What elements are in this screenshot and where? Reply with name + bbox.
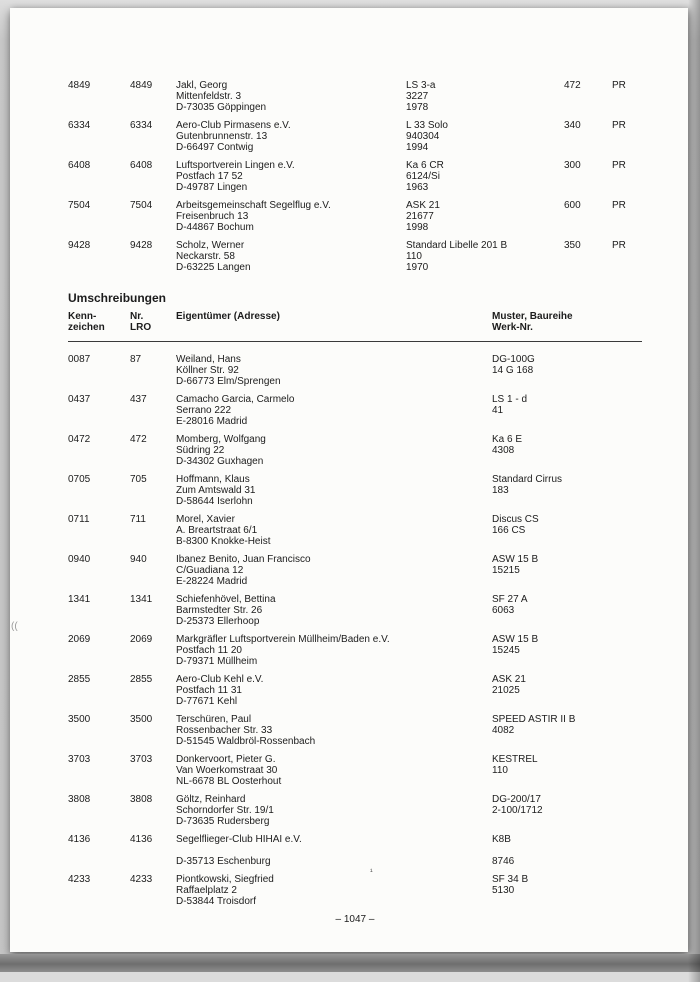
cell-owner: Terschüren, Paul Rossenbacher Str. 33 D-51545 Waldbröl-Rossenbach xyxy=(176,714,316,747)
cell-code: PR xyxy=(612,160,626,171)
scan-artifact: ¹ xyxy=(370,867,373,876)
cell-kenn: 0437 xyxy=(68,394,91,405)
cell-owner: Schiefenhövel, Bettina Barmstedter Str. 26 D-25373 Ellerhoop xyxy=(176,594,276,627)
table-row xyxy=(68,200,642,233)
cell-muster: ASW 15 B 15245 xyxy=(492,634,539,656)
table-row xyxy=(68,394,642,427)
cell-value: 600 xyxy=(564,200,581,211)
header-muster: Muster, Baureihe Werk-Nr. xyxy=(492,311,573,333)
cell-nr: 9428 xyxy=(130,240,153,251)
cell-owner: Segelflieger-Club HIHAI e.V. D-35713 Eschenburg xyxy=(176,834,302,867)
header-nr-lro: Nr. LRO xyxy=(130,311,152,333)
scan-shadow-right xyxy=(688,0,700,982)
table-row xyxy=(68,474,642,507)
cell-muster: Discus CS 166 CS xyxy=(492,514,539,536)
cell-muster: SF 27 A 6063 xyxy=(492,594,528,616)
cell-kenn: 1341 xyxy=(68,594,91,605)
page-number: – 1047 – xyxy=(335,914,375,925)
cell-owner: Aero-Club Pirmasens e.V. Gutenbrunnenstr. 13 D-66497 Contwig xyxy=(176,120,291,153)
cell-nr: 6408 xyxy=(130,160,153,171)
cell-owner: Hoffmann, Klaus Zum Amtswald 31 D-58644 Iserlohn xyxy=(176,474,256,507)
cell-muster: ASK 21 21025 xyxy=(492,674,526,696)
cell-muster: SPEED ASTIR II B 4082 xyxy=(492,714,576,736)
cell-owner: Göltz, Reinhard Schorndorfer Str. 19/1 D-73635 Rudersberg xyxy=(176,794,274,827)
cell-owner: Donkervoort, Pieter G. Van Woerkomstraat 30 NL-6678 BL Oosterhout xyxy=(176,754,282,787)
cell-kenn: 0940 xyxy=(68,554,91,565)
cell-muster: Ka 6 E 4308 xyxy=(492,434,523,456)
cell-owner: Morel, Xavier A. Breartstraat 6/1 B-8300 Knokke-Heist xyxy=(176,514,271,547)
registrations-table-continued xyxy=(68,80,642,273)
cell-nr: 3808 xyxy=(130,794,153,805)
cell-nr: 2855 xyxy=(130,674,153,685)
cell-muster: ASW 15 B 15215 xyxy=(492,554,539,576)
cell-owner: Luftsportverein Lingen e.V. Postfach 17 52 D-49787 Lingen xyxy=(176,160,295,193)
umschreibungen-table xyxy=(68,354,642,907)
cell-kenn: 3808 xyxy=(68,794,91,805)
cell-nr: 711 xyxy=(130,514,146,525)
cell-muster: LS 1 - d 41 xyxy=(492,394,528,416)
cell-nr: 4136 xyxy=(130,834,153,845)
cell-kenn: 4233 xyxy=(68,874,91,885)
cell-kenn: 3703 xyxy=(68,754,91,765)
cell-nr: 2069 xyxy=(130,634,153,645)
cell-muster: KESTREL 110 xyxy=(492,754,538,776)
cell-owner: Camacho Garcia, Carmelo Serrano 222 E-28016 Madrid xyxy=(176,394,295,427)
cell-owner: Piontkowski, Siegfried Raffaelplatz 2 D-53844 Troisdorf xyxy=(176,874,274,907)
cell-nr: 87 xyxy=(130,354,142,365)
table-row xyxy=(68,794,642,827)
cell-nr: 437 xyxy=(130,394,147,405)
cell-owner: Aero-Club Kehl e.V. Postfach 11 31 D-77671 Kehl xyxy=(176,674,264,707)
cell-muster: DG-100G 14 G 168 xyxy=(492,354,535,376)
cell-value: 340 xyxy=(564,120,581,131)
table-row xyxy=(68,754,642,787)
table-row xyxy=(68,434,642,467)
cell-kenn: 2069 xyxy=(68,634,91,645)
cell-kenn: 9428 xyxy=(68,240,91,251)
cell-muster: LS 3-a 3227 1978 xyxy=(406,80,436,113)
cell-nr: 4233 xyxy=(130,874,153,885)
cell-value: 350 xyxy=(564,240,581,251)
cell-muster: K8B 8746 xyxy=(492,834,515,867)
table-row xyxy=(68,514,642,547)
section-title: Umschreibungen xyxy=(68,291,167,305)
cell-owner: Weiland, Hans Köllner Str. 92 D-66773 Elm/Sprengen xyxy=(176,354,281,387)
cell-kenn: 4849 xyxy=(68,80,91,91)
cell-kenn: 6408 xyxy=(68,160,91,171)
cell-code: PR xyxy=(612,80,626,91)
cell-muster: ASK 21 21677 1998 xyxy=(406,200,440,233)
cell-nr: 6334 xyxy=(130,120,153,131)
cell-nr: 3500 xyxy=(130,714,153,725)
table-row xyxy=(68,354,642,387)
cell-muster: Standard Cirrus 183 xyxy=(492,474,563,496)
cell-nr: 1341 xyxy=(130,594,153,605)
cell-muster: Standard Libelle 201 B 110 1970 xyxy=(406,240,508,273)
table-row xyxy=(68,554,642,587)
cell-kenn: 0711 xyxy=(68,514,90,525)
table-row xyxy=(68,160,642,193)
cell-nr: 3703 xyxy=(130,754,153,765)
cell-nr: 7504 xyxy=(130,200,153,211)
cell-kenn: 0705 xyxy=(68,474,91,485)
table-row xyxy=(68,594,642,627)
header-rule xyxy=(68,341,642,342)
cell-code: PR xyxy=(612,200,626,211)
cell-kenn: 0087 xyxy=(68,354,91,365)
table-header xyxy=(68,311,642,333)
cell-kenn: 0472 xyxy=(68,434,91,445)
header-kennzeichen: Kenn- zeichen xyxy=(68,311,105,333)
cell-kenn: 7504 xyxy=(68,200,91,211)
cell-owner: Ibanez Benito, Juan Francisco C/Guadiana 12 E-28224 Madrid xyxy=(176,554,311,587)
table-row xyxy=(68,634,642,667)
page-content xyxy=(10,8,642,926)
cell-nr: 940 xyxy=(130,554,147,565)
cell-owner: Jakl, Georg Mittenfeldstr. 3 D-73035 Göppingen xyxy=(176,80,267,113)
cell-value: 472 xyxy=(564,80,581,91)
document-page xyxy=(10,8,688,952)
cell-kenn: 2855 xyxy=(68,674,91,685)
cell-owner: Momberg, Wolfgang Südring 22 D-34302 Guxhagen xyxy=(176,434,266,467)
scan-edge-bottom xyxy=(0,972,700,982)
table-row xyxy=(68,874,642,907)
cell-muster: SF 34 B 5130 xyxy=(492,874,529,896)
cell-nr: 705 xyxy=(130,474,147,485)
cell-kenn: 3500 xyxy=(68,714,91,725)
cell-kenn: 4136 xyxy=(68,834,91,845)
cell-code: PR xyxy=(612,120,626,131)
scan-artifact: (( xyxy=(11,621,18,632)
table-row xyxy=(68,674,642,707)
cell-nr: 472 xyxy=(130,434,147,445)
header-eigentuemer: Eigentümer (Adresse) xyxy=(176,311,280,322)
cell-owner: Markgräfler Luftsportverein Müllheim/Baden e.V. Postfach 11 20 D-79371 Müllheim xyxy=(176,634,390,667)
table-row xyxy=(68,80,642,113)
table-row xyxy=(68,714,642,747)
cell-owner: Arbeitsgemeinschaft Segelflug e.V. Freisenbruch 13 D-44867 Bochum xyxy=(176,200,331,233)
cell-value: 300 xyxy=(564,160,581,171)
table-row xyxy=(68,240,642,273)
table-row xyxy=(68,120,642,153)
scan-shadow-bottom xyxy=(0,954,700,972)
cell-muster: DG-200/17 2-100/1712 xyxy=(492,794,543,816)
cell-code: PR xyxy=(612,240,626,251)
cell-nr: 4849 xyxy=(130,80,153,91)
cell-owner: Scholz, Werner Neckarstr. 58 D-63225 Langen xyxy=(176,240,251,273)
cell-muster: Ka 6 CR 6124/Si 1963 xyxy=(406,160,444,193)
table-row xyxy=(68,834,642,867)
cell-kenn: 6334 xyxy=(68,120,91,131)
cell-muster: L 33 Solo 940304 1994 xyxy=(406,120,448,153)
